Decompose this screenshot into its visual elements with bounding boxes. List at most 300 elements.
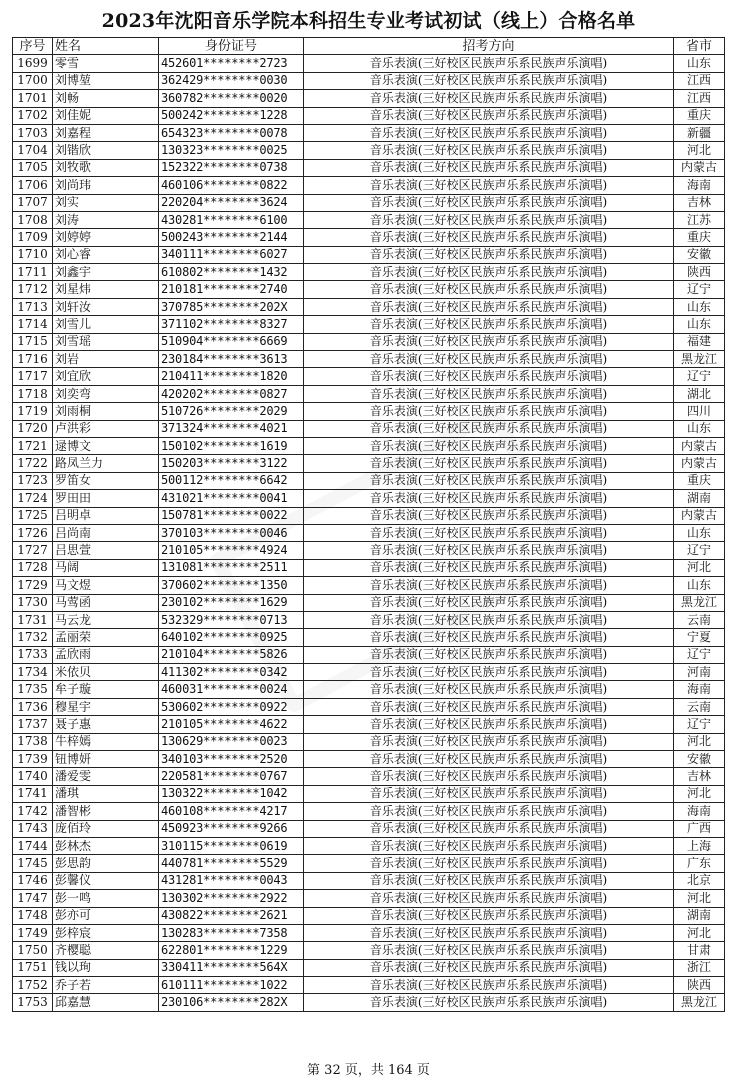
seq-cell: 1719 [13, 403, 53, 420]
direction-cell: 音乐表演(三好校区民族声乐系民族声乐演唱) [304, 942, 674, 959]
province-cell: 河北 [674, 733, 725, 750]
direction-cell: 音乐表演(三好校区民族声乐系民族声乐演唱) [304, 994, 674, 1011]
name-cell: 刘尚玮 [53, 177, 159, 194]
seq-cell: 1704 [13, 142, 53, 159]
name-cell: 彭思韵 [53, 855, 159, 872]
name-cell: 刘雪瑶 [53, 333, 159, 350]
table-row [13, 698, 725, 715]
id-cell: 411302********0342 [159, 664, 304, 681]
table-row [13, 924, 725, 941]
table-row [13, 333, 725, 350]
seq-cell: 1726 [13, 524, 53, 541]
header-direction: 招考方向 [304, 38, 674, 55]
direction-cell: 音乐表演(三好校区民族声乐系民族声乐演唱) [304, 837, 674, 854]
table-row [13, 72, 725, 89]
id-cell: 360782********0020 [159, 90, 304, 107]
province-cell: 吉林 [674, 768, 725, 785]
id-cell: 210181********2740 [159, 281, 304, 298]
province-cell: 黑龙江 [674, 594, 725, 611]
direction-cell: 音乐表演(三好校区民族声乐系民族声乐演唱) [304, 803, 674, 820]
direction-cell: 音乐表演(三好校区民族声乐系民族声乐演唱) [304, 437, 674, 454]
direction-cell: 音乐表演(三好校区民族声乐系民族声乐演唱) [304, 229, 674, 246]
direction-cell: 音乐表演(三好校区民族声乐系民族声乐演唱) [304, 559, 674, 576]
province-cell: 辽宁 [674, 368, 725, 385]
name-cell: 钱以珣 [53, 959, 159, 976]
direction-cell: 音乐表演(三好校区民族声乐系民族声乐演唱) [304, 490, 674, 507]
table-row [13, 368, 725, 385]
name-cell: 吕明卓 [53, 507, 159, 524]
name-cell: 刘实 [53, 194, 159, 211]
direction-cell: 音乐表演(三好校区民族声乐系民族声乐演唱) [304, 977, 674, 994]
table-row [13, 472, 725, 489]
id-cell: 210411********1820 [159, 368, 304, 385]
table-row [13, 403, 725, 420]
table-row [13, 837, 725, 854]
name-cell: 刘佳妮 [53, 107, 159, 124]
direction-cell: 音乐表演(三好校区民族声乐系民族声乐演唱) [304, 281, 674, 298]
id-cell: 210105********4924 [159, 542, 304, 559]
province-cell: 山东 [674, 420, 725, 437]
seq-cell: 1740 [13, 768, 53, 785]
table-row [13, 872, 725, 889]
direction-cell: 音乐表演(三好校区民族声乐系民族声乐演唱) [304, 246, 674, 263]
name-cell: 米依贝 [53, 664, 159, 681]
province-cell: 广东 [674, 855, 725, 872]
seq-cell: 1743 [13, 820, 53, 837]
table-row [13, 142, 725, 159]
table-row [13, 281, 725, 298]
direction-cell: 音乐表演(三好校区民族声乐系民族声乐演唱) [304, 629, 674, 646]
id-cell: 130322********1042 [159, 785, 304, 802]
province-cell: 黑龙江 [674, 994, 725, 1011]
table-row [13, 785, 725, 802]
direction-cell: 音乐表演(三好校区民族声乐系民族声乐演唱) [304, 959, 674, 976]
province-cell: 黑龙江 [674, 351, 725, 368]
province-cell: 江苏 [674, 211, 725, 228]
id-cell: 370602********1350 [159, 577, 304, 594]
id-cell: 150203********3122 [159, 455, 304, 472]
table-row [13, 594, 725, 611]
direction-cell: 音乐表演(三好校区民族声乐系民族声乐演唱) [304, 298, 674, 315]
province-cell: 上海 [674, 837, 725, 854]
seq-cell: 1748 [13, 907, 53, 924]
table-row [13, 977, 725, 994]
name-cell: 庞佰玲 [53, 820, 159, 837]
id-cell: 371102********8327 [159, 316, 304, 333]
table-body [13, 55, 725, 1011]
name-cell: 刘心睿 [53, 246, 159, 263]
direction-cell: 音乐表演(三好校区民族声乐系民族声乐演唱) [304, 820, 674, 837]
name-cell: 乔子若 [53, 977, 159, 994]
id-cell: 230184********3613 [159, 351, 304, 368]
seq-cell: 1741 [13, 785, 53, 802]
province-cell: 山东 [674, 55, 725, 72]
seq-cell: 1742 [13, 803, 53, 820]
table-row [13, 490, 725, 507]
seq-cell: 1753 [13, 994, 53, 1011]
seq-cell: 1735 [13, 681, 53, 698]
direction-cell: 音乐表演(三好校区民族声乐系民族声乐演唱) [304, 90, 674, 107]
name-cell: 刘博堃 [53, 72, 159, 89]
seq-cell: 1712 [13, 281, 53, 298]
province-cell: 山东 [674, 298, 725, 315]
seq-cell: 1739 [13, 751, 53, 768]
id-cell: 130302********2922 [159, 890, 304, 907]
direction-cell: 音乐表演(三好校区民族声乐系民族声乐演唱) [304, 455, 674, 472]
province-cell: 新疆 [674, 124, 725, 141]
id-cell: 431021********0041 [159, 490, 304, 507]
direction-cell: 音乐表演(三好校区民族声乐系民族声乐演唱) [304, 664, 674, 681]
province-cell: 安徽 [674, 751, 725, 768]
province-cell: 云南 [674, 698, 725, 715]
direction-cell: 音乐表演(三好校区民族声乐系民族声乐演唱) [304, 907, 674, 924]
id-cell: 230106********282X [159, 994, 304, 1011]
name-cell: 潘爱雯 [53, 768, 159, 785]
seq-cell: 1714 [13, 316, 53, 333]
id-cell: 420202********0827 [159, 385, 304, 402]
seq-cell: 1705 [13, 159, 53, 176]
province-cell: 湖南 [674, 907, 725, 924]
name-cell: 罗田田 [53, 490, 159, 507]
name-cell: 牛梓嫣 [53, 733, 159, 750]
id-cell: 220581********0767 [159, 768, 304, 785]
name-cell: 刘轩汝 [53, 298, 159, 315]
province-cell: 重庆 [674, 472, 725, 489]
name-cell: 刘嘉程 [53, 124, 159, 141]
province-cell: 重庆 [674, 107, 725, 124]
id-cell: 530602********0922 [159, 698, 304, 715]
direction-cell: 音乐表演(三好校区民族声乐系民族声乐演唱) [304, 524, 674, 541]
id-cell: 500243********2144 [159, 229, 304, 246]
name-cell: 潘琪 [53, 785, 159, 802]
id-cell: 430281********6100 [159, 211, 304, 228]
table-row [13, 107, 725, 124]
name-cell: 刘奕弯 [53, 385, 159, 402]
seq-cell: 1730 [13, 594, 53, 611]
seq-cell: 1751 [13, 959, 53, 976]
province-cell: 河北 [674, 890, 725, 907]
direction-cell: 音乐表演(三好校区民族声乐系民族声乐演唱) [304, 733, 674, 750]
table-row [13, 907, 725, 924]
province-cell: 辽宁 [674, 646, 725, 663]
page-footer: 第 32 页，共 164 页 [307, 1063, 430, 1078]
header-name: 姓名 [53, 38, 159, 55]
seq-cell: 1752 [13, 977, 53, 994]
id-cell: 460031********0024 [159, 681, 304, 698]
name-cell: 钮博妍 [53, 751, 159, 768]
name-cell: 刘锴欣 [53, 142, 159, 159]
province-cell: 重庆 [674, 229, 725, 246]
id-cell: 370785********202X [159, 298, 304, 315]
seq-cell: 1699 [13, 55, 53, 72]
id-cell: 130283********7358 [159, 924, 304, 941]
direction-cell: 音乐表演(三好校区民族声乐系民族声乐演唱) [304, 177, 674, 194]
id-cell: 500242********1228 [159, 107, 304, 124]
name-cell: 彭馨仪 [53, 872, 159, 889]
table-row [13, 264, 725, 281]
direction-cell: 音乐表演(三好校区民族声乐系民族声乐演唱) [304, 577, 674, 594]
seq-cell: 1724 [13, 490, 53, 507]
id-cell: 310115********0619 [159, 837, 304, 854]
id-cell: 460108********4217 [159, 803, 304, 820]
name-cell: 彭亦可 [53, 907, 159, 924]
table-row [13, 542, 725, 559]
seq-cell: 1721 [13, 437, 53, 454]
table-row [13, 820, 725, 837]
table-row [13, 90, 725, 107]
province-cell: 安徽 [674, 246, 725, 263]
name-cell: 彭一鸣 [53, 890, 159, 907]
table-row [13, 298, 725, 315]
table-row [13, 455, 725, 472]
table-row [13, 246, 725, 263]
direction-cell: 音乐表演(三好校区民族声乐系民族声乐演唱) [304, 611, 674, 628]
seq-cell: 1706 [13, 177, 53, 194]
direction-cell: 音乐表演(三好校区民族声乐系民族声乐演唱) [304, 264, 674, 281]
seq-cell: 1702 [13, 107, 53, 124]
province-cell: 浙江 [674, 959, 725, 976]
direction-cell: 音乐表演(三好校区民族声乐系民族声乐演唱) [304, 107, 674, 124]
province-cell: 山东 [674, 524, 725, 541]
seq-cell: 1737 [13, 716, 53, 733]
seq-cell: 1720 [13, 420, 53, 437]
direction-cell: 音乐表演(三好校区民族声乐系民族声乐演唱) [304, 681, 674, 698]
table-row [13, 803, 725, 820]
table-row [13, 524, 725, 541]
table-row [13, 211, 725, 228]
table-row [13, 942, 725, 959]
table-row [13, 890, 725, 907]
direction-cell: 音乐表演(三好校区民族声乐系民族声乐演唱) [304, 316, 674, 333]
name-cell: 路凤兰力 [53, 455, 159, 472]
province-cell: 福建 [674, 333, 725, 350]
direction-cell: 音乐表演(三好校区民族声乐系民族声乐演唱) [304, 55, 674, 72]
seq-cell: 1700 [13, 72, 53, 89]
name-cell: 刘岩 [53, 351, 159, 368]
table-row [13, 194, 725, 211]
id-cell: 150781********0022 [159, 507, 304, 524]
direction-cell: 音乐表演(三好校区民族声乐系民族声乐演唱) [304, 855, 674, 872]
table-row [13, 733, 725, 750]
direction-cell: 音乐表演(三好校区民族声乐系民族声乐演唱) [304, 751, 674, 768]
name-cell: 罗笛女 [53, 472, 159, 489]
name-cell: 穆星宇 [53, 698, 159, 715]
direction-cell: 音乐表演(三好校区民族声乐系民族声乐演唱) [304, 890, 674, 907]
direction-cell: 音乐表演(三好校区民族声乐系民族声乐演唱) [304, 403, 674, 420]
province-cell: 四川 [674, 403, 725, 420]
header-seq: 序号 [13, 38, 53, 55]
id-cell: 610802********1432 [159, 264, 304, 281]
name-cell: 刘鑫宇 [53, 264, 159, 281]
direction-cell: 音乐表演(三好校区民族声乐系民族声乐演唱) [304, 385, 674, 402]
table-row [13, 577, 725, 594]
name-cell: 潘智彬 [53, 803, 159, 820]
province-cell: 山东 [674, 316, 725, 333]
seq-cell: 1708 [13, 211, 53, 228]
direction-cell: 音乐表演(三好校区民族声乐系民族声乐演唱) [304, 351, 674, 368]
province-cell: 辽宁 [674, 281, 725, 298]
province-cell: 陕西 [674, 977, 725, 994]
table-row [13, 385, 725, 402]
province-cell: 江西 [674, 72, 725, 89]
id-cell: 130629********0023 [159, 733, 304, 750]
name-cell: 彭梓宸 [53, 924, 159, 941]
id-cell: 510904********6669 [159, 333, 304, 350]
province-cell: 广西 [674, 820, 725, 837]
seq-cell: 1746 [13, 872, 53, 889]
direction-cell: 音乐表演(三好校区民族声乐系民族声乐演唱) [304, 924, 674, 941]
id-cell: 150102********1619 [159, 437, 304, 454]
seq-cell: 1718 [13, 385, 53, 402]
province-cell: 海南 [674, 681, 725, 698]
direction-cell: 音乐表演(三好校区民族声乐系民族声乐演唱) [304, 507, 674, 524]
table-row [13, 124, 725, 141]
id-cell: 510726********2029 [159, 403, 304, 420]
direction-cell: 音乐表演(三好校区民族声乐系民族声乐演唱) [304, 211, 674, 228]
id-cell: 340111********6027 [159, 246, 304, 263]
name-cell: 刘雨桐 [53, 403, 159, 420]
seq-cell: 1729 [13, 577, 53, 594]
table-header-row [13, 38, 725, 55]
direction-cell: 音乐表演(三好校区民族声乐系民族声乐演唱) [304, 768, 674, 785]
direction-cell: 音乐表演(三好校区民族声乐系民族声乐演唱) [304, 646, 674, 663]
table-row [13, 768, 725, 785]
id-cell: 230102********1629 [159, 594, 304, 611]
name-cell: 刘婷婷 [53, 229, 159, 246]
direction-cell: 音乐表演(三好校区民族声乐系民族声乐演唱) [304, 698, 674, 715]
seq-cell: 1731 [13, 611, 53, 628]
province-cell: 河北 [674, 559, 725, 576]
seq-cell: 1747 [13, 890, 53, 907]
seq-cell: 1716 [13, 351, 53, 368]
province-cell: 内蒙古 [674, 455, 725, 472]
seq-cell: 1749 [13, 924, 53, 941]
header-id: 身份证号 [159, 38, 304, 55]
table-row [13, 664, 725, 681]
id-cell: 362429********0030 [159, 72, 304, 89]
name-cell: 刘牧歌 [53, 159, 159, 176]
name-cell: 逯博文 [53, 437, 159, 454]
id-cell: 431281********0043 [159, 872, 304, 889]
name-cell: 刘星炜 [53, 281, 159, 298]
seq-cell: 1734 [13, 664, 53, 681]
id-cell: 500112********6642 [159, 472, 304, 489]
name-cell: 邱嘉慧 [53, 994, 159, 1011]
table-row [13, 646, 725, 663]
seq-cell: 1744 [13, 837, 53, 854]
id-cell: 210105********4622 [159, 716, 304, 733]
province-cell: 吉林 [674, 194, 725, 211]
id-cell: 430822********2621 [159, 907, 304, 924]
direction-cell: 音乐表演(三好校区民族声乐系民族声乐演唱) [304, 159, 674, 176]
id-cell: 460106********0822 [159, 177, 304, 194]
province-cell: 陕西 [674, 264, 725, 281]
name-cell: 马阔 [53, 559, 159, 576]
id-cell: 130323********0025 [159, 142, 304, 159]
id-cell: 370103********0046 [159, 524, 304, 541]
document-title: 2023年沈阳音乐学院本科招生专业考试初试（线上）合格名单 [101, 10, 636, 32]
direction-cell: 音乐表演(三好校区民族声乐系民族声乐演唱) [304, 716, 674, 733]
direction-cell: 音乐表演(三好校区民族声乐系民族声乐演唱) [304, 420, 674, 437]
table-row [13, 420, 725, 437]
seq-cell: 1709 [13, 229, 53, 246]
name-cell: 马云龙 [53, 611, 159, 628]
province-cell: 江西 [674, 90, 725, 107]
table-row [13, 507, 725, 524]
direction-cell: 音乐表演(三好校区民族声乐系民族声乐演唱) [304, 368, 674, 385]
id-cell: 452601********2723 [159, 55, 304, 72]
id-cell: 220204********3624 [159, 194, 304, 211]
name-cell: 聂子惠 [53, 716, 159, 733]
province-cell: 河南 [674, 664, 725, 681]
name-cell: 吕尚南 [53, 524, 159, 541]
province-cell: 海南 [674, 177, 725, 194]
table-row [13, 159, 725, 176]
seq-cell: 1738 [13, 733, 53, 750]
direction-cell: 音乐表演(三好校区民族声乐系民族声乐演唱) [304, 785, 674, 802]
province-cell: 云南 [674, 611, 725, 628]
direction-cell: 音乐表演(三好校区民族声乐系民族声乐演唱) [304, 124, 674, 141]
seq-cell: 1723 [13, 472, 53, 489]
admission-roster-table [12, 37, 725, 1012]
table-row [13, 994, 725, 1011]
table-row [13, 437, 725, 454]
id-cell: 210104********5826 [159, 646, 304, 663]
seq-cell: 1707 [13, 194, 53, 211]
id-cell: 152322********0738 [159, 159, 304, 176]
table-row [13, 229, 725, 246]
id-cell: 640102********0925 [159, 629, 304, 646]
province-cell: 北京 [674, 872, 725, 889]
direction-cell: 音乐表演(三好校区民族声乐系民族声乐演唱) [304, 542, 674, 559]
name-cell: 孟欣雨 [53, 646, 159, 663]
name-cell: 刘雪儿 [53, 316, 159, 333]
table-row [13, 559, 725, 576]
name-cell: 马文煜 [53, 577, 159, 594]
name-cell: 马莺函 [53, 594, 159, 611]
province-cell: 河北 [674, 785, 725, 802]
province-cell: 宁夏 [674, 629, 725, 646]
province-cell: 湖北 [674, 385, 725, 402]
province-cell: 河北 [674, 924, 725, 941]
seq-cell: 1736 [13, 698, 53, 715]
direction-cell: 音乐表演(三好校区民族声乐系民族声乐演唱) [304, 872, 674, 889]
seq-cell: 1711 [13, 264, 53, 281]
seq-cell: 1733 [13, 646, 53, 663]
table-row [13, 751, 725, 768]
id-cell: 654323********0078 [159, 124, 304, 141]
seq-cell: 1732 [13, 629, 53, 646]
seq-cell: 1727 [13, 542, 53, 559]
direction-cell: 音乐表演(三好校区民族声乐系民族声乐演唱) [304, 594, 674, 611]
province-cell: 辽宁 [674, 542, 725, 559]
table-row [13, 351, 725, 368]
seq-cell: 1703 [13, 124, 53, 141]
table-row [13, 716, 725, 733]
name-cell: 刘畅 [53, 90, 159, 107]
seq-cell: 1745 [13, 855, 53, 872]
province-cell: 辽宁 [674, 716, 725, 733]
table-row [13, 855, 725, 872]
seq-cell: 1717 [13, 368, 53, 385]
province-cell: 内蒙古 [674, 507, 725, 524]
seq-cell: 1713 [13, 298, 53, 315]
seq-cell: 1715 [13, 333, 53, 350]
table-row [13, 55, 725, 72]
table-row [13, 316, 725, 333]
seq-cell: 1701 [13, 90, 53, 107]
id-cell: 610111********1022 [159, 977, 304, 994]
